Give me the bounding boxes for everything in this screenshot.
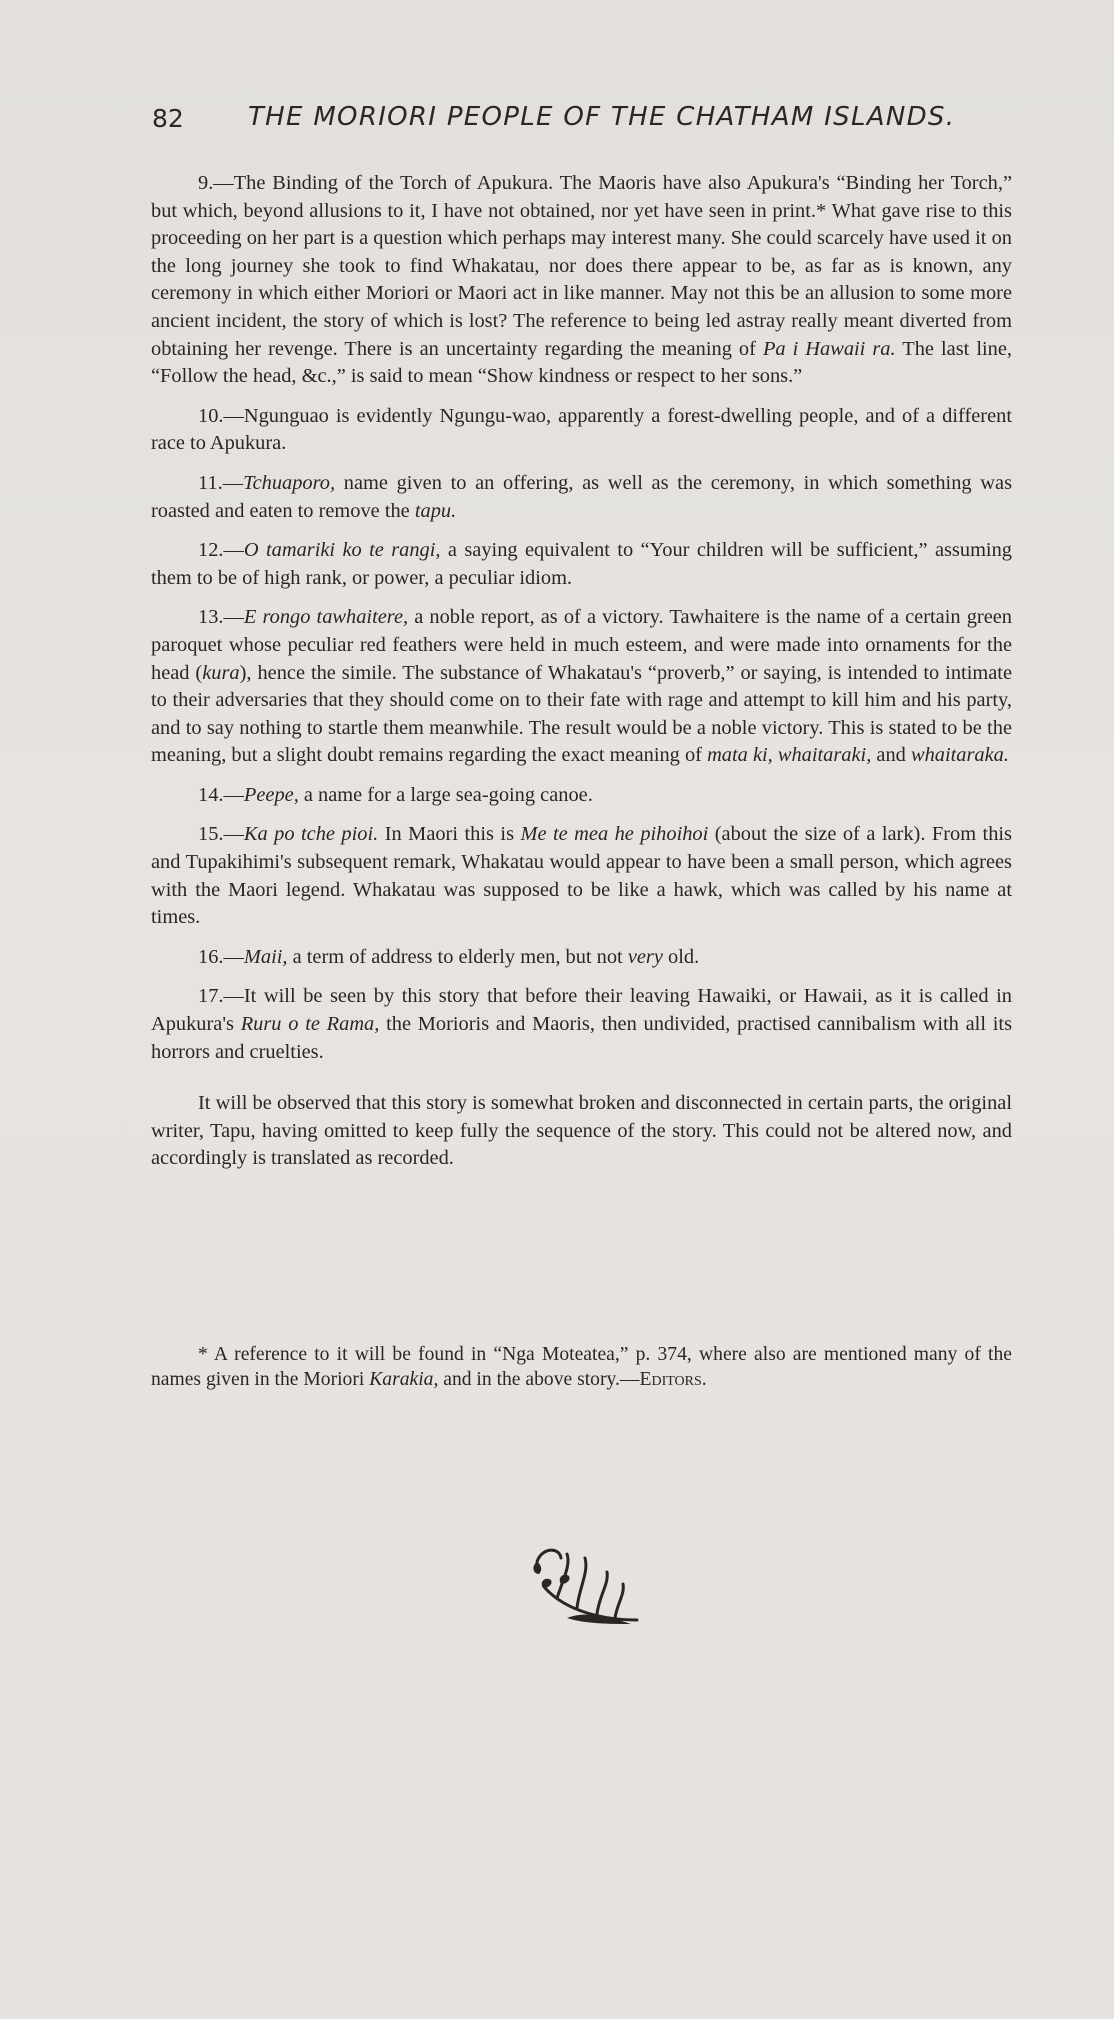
floral-sprig-icon bbox=[527, 1540, 645, 1625]
note-15: 15.—Ka po tche pioi. In Maori this is Me te mea he pihoihoi (about the size of a lark). From this and Tupakihimi's subsequent remark, Whakatau would appear to have been a small person, which agrees with the Maori legend. Whakatau was supposed to be like a hawk, which was called by his name at times. bbox=[151, 823, 1012, 929]
page-header bbox=[152, 102, 956, 142]
note-13: 13.—E rongo tawhaitere, a noble report, as of a victory. Tawhaitere is the name of a certain green paroquet whose peculiar red feathers were held in much esteem, and were made into ornaments for the head (kura), hence the simile. The substance of Whakatau's “proverb,” or saying, is intended to intimate to their adversaries that they should come on to their fate with rage and attempt to kill him and his party, and to say nothing to startle them meanwhile. The result would be a noble victory. This is stated to be the meaning, but a slight doubt remains regarding the exact meaning of mata ki, whaitaraki, and whaitaraka. bbox=[151, 606, 1012, 767]
note-14: 14.—Peepe, a name for a large sea-going canoe. bbox=[198, 783, 593, 806]
note-9: 9.—The Binding of the Torch of Apukura. The Maoris have also Apukura's “Binding her Torch,” but which, beyond allusions to it, I have not obtained, nor yet have seen in print.* What gave rise to this proceeding on her part is a question which perhaps may interest many. She could scarcely have used it on the long journey she took to find Whakatau, nor does there appear to be, as far as is known, any ceremony in which either Moriori or Maori act in like manner. May not this be an allusion to some more ancient incident, the story of which is lost? The reference to being led astray really meant diverted from obtaining her revenge. There is an uncertainty regarding the meaning of Pa i Hawaii ra. The last line, “Follow the head, &c.,” is said to mean “Show kindness or respect to her sons.” bbox=[151, 172, 1013, 388]
note-17: 17.—It will be seen by this story that before their leaving Hawaiki, or Hawaii, as it is called in Apukura's Ruru o te Rama, the Morioris and Maoris, then undivided, practised cannibalism with all its horrors and cruelties. bbox=[151, 985, 1012, 1063]
running-title: THE MORIORI PEOPLE OF THE CHATHAM ISLANDS. bbox=[248, 102, 956, 132]
closing-paragraph: It will be observed that this story is somewhat broken and disconnected in certain parts, the original writer, Tapu, having omitted to keep fully the sequence of the story. This could not be altered now, and accordingly is translated as recorded. bbox=[151, 1092, 1012, 1170]
note-16: 16.—Maii, a term of address to elderly men, but not very old. bbox=[198, 945, 700, 968]
editors-footnote: * A reference to it will be found in “Nga Moteatea,” p. 374, where also are mentioned many of the names given in the Moriori Karakia, and in the above story.—Editors. bbox=[151, 1344, 1012, 1390]
notes-body bbox=[151, 170, 1012, 1185]
page-number: 82 bbox=[152, 104, 184, 133]
note-11: 11.—Tchuaporo, name given to an offering, as well as the ceremony, in which something was roasted and eaten to remove the tapu. bbox=[151, 471, 1012, 522]
note-12: 12.—O tamariki ko te rangi, a saying equivalent to “Your children will be sufficient,” assuming them to be of high rank, or power, a peculiar idiom. bbox=[151, 539, 1012, 589]
editors-signature: Editors. bbox=[639, 1369, 707, 1390]
note-10: 10.—Ngunguao is evidently Ngungu-wao, apparently a forest-dwelling people, and of a different race to Apukura. bbox=[151, 404, 1012, 455]
